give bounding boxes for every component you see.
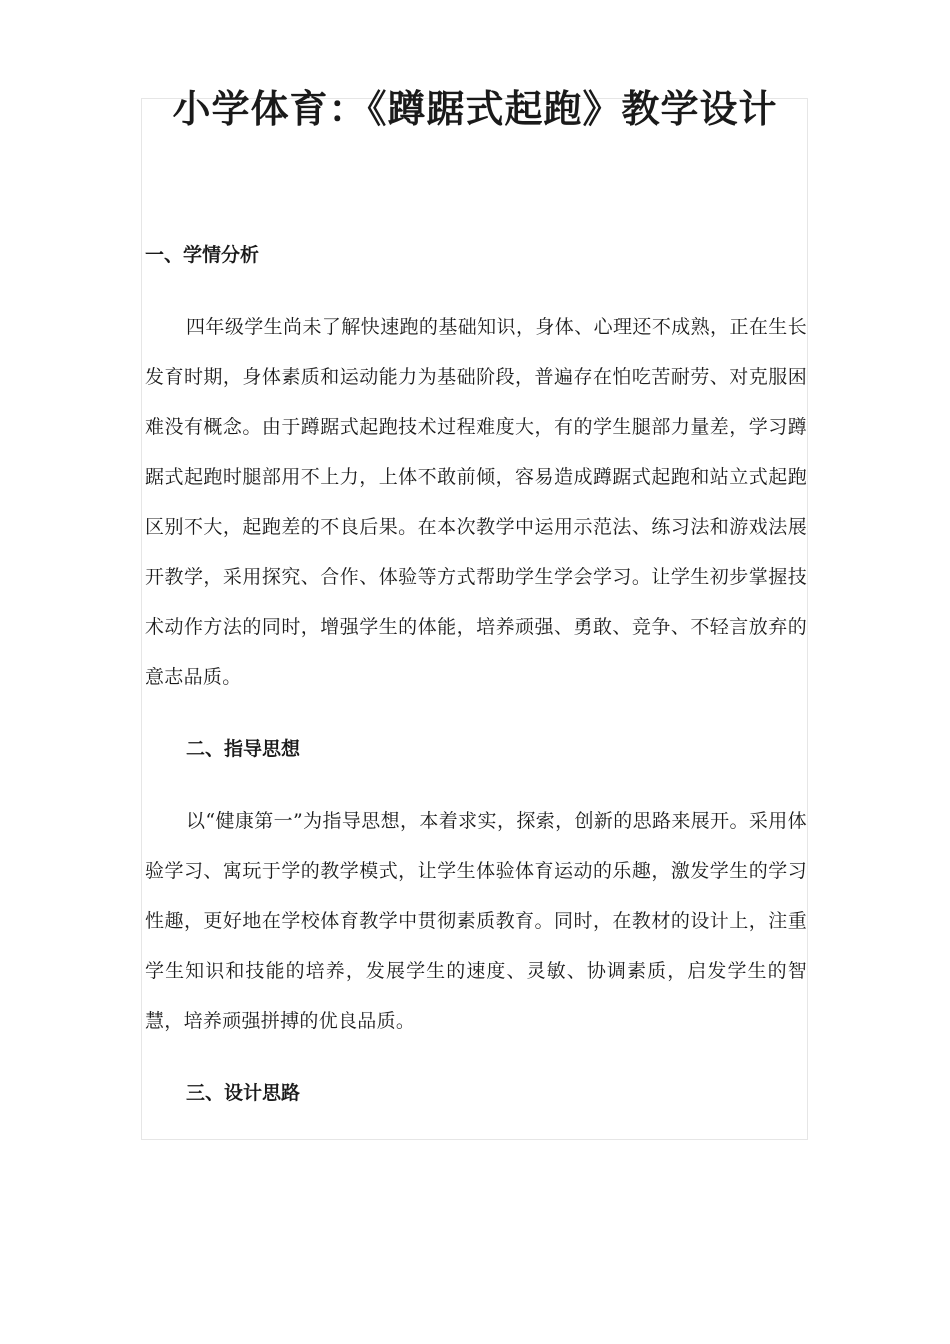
spacer <box>145 280 807 302</box>
document-body <box>145 230 807 1118</box>
spacer <box>145 1046 807 1068</box>
section-paragraph-1: 四年级学生尚未了解快速跑的基础知识，身体、心理还不成熟，正在生长发育时期，身体素质和运动能力为基础阶段，普遍存在怕吃苦耐劳、对克服困难没有概念。由于蹲踞式起跑技术过程难度大，有的学生腿部力量差，学习蹲踞式起跑时腿部用不上力，上体不敢前倾，容易造成蹲踞式起跑和站立式起跑区别不大，起跑差的不良后果。在本次教学中运用示范法、练习法和游戏法展开教学，采用探究、合作、体验等方式帮助学生学会学习。让学生初步掌握技术动作方法的同时，增强学生的体能，培养顽强、勇敢、竞争、不轻言放弃的意志品质。 <box>145 316 807 688</box>
section-paragraph-2: 以“健康第一”为指导思想，本着求实，探索，创新的思路来展开。采用体验学习、寓玩于学的教学模式，让学生体验体育运动的乐趣，激发学生的学习性趣，更好地在学校体育教学中贯彻素质教育。同时，在教材的设计上，注重学生知识和技能的培养，发展学生的速度、灵敏、协调素质，启发学生的智慧，培养顽强拼搏的优良品质。 <box>145 810 807 1032</box>
spacer <box>145 774 807 796</box>
section-heading-2: 二、指导思想 <box>186 738 301 760</box>
spacer <box>145 702 807 724</box>
document-title: 小学体育：《蹲踞式起跑》教学设计 <box>172 86 778 131</box>
section-heading-1: 一、学情分析 <box>145 244 260 266</box>
section-heading-3: 三、设计思路 <box>186 1082 301 1104</box>
